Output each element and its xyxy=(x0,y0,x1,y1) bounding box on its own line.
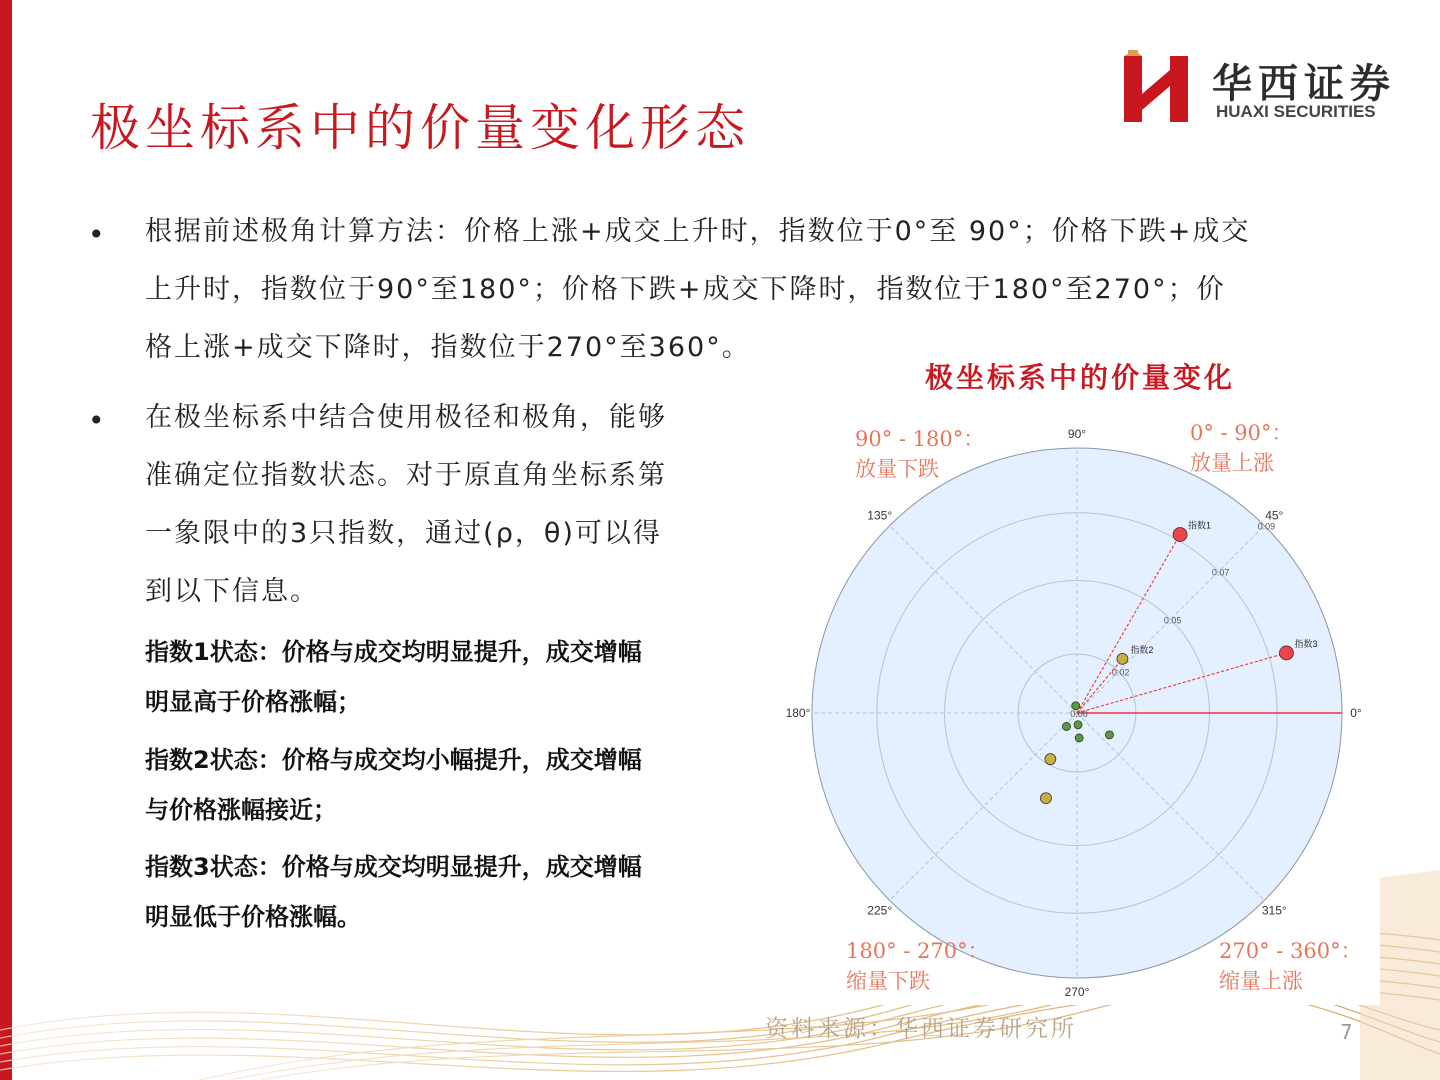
text-line: 上升时，指数位于90°至180°；价格下跌+成交下降时，指数位于180°至270°；价 xyxy=(145,274,1226,305)
angle-tick-label: 180° xyxy=(785,706,811,720)
angle-tick-label: 315° xyxy=(1261,903,1287,918)
index2-state xyxy=(145,735,745,835)
radial-tick-label: 0.09 xyxy=(1257,521,1276,532)
source-note: 资料来源：华西证券研究所 xyxy=(765,1016,1077,1042)
quadrant-label-q1 xyxy=(1190,418,1293,478)
data-point xyxy=(1040,793,1051,804)
data-point xyxy=(1045,754,1056,765)
index-point xyxy=(1117,653,1128,664)
radial-tick-label: 0.07 xyxy=(1211,567,1230,578)
index-point-label: 指数2 xyxy=(1130,644,1154,655)
angle-tick-label: 270° xyxy=(1064,985,1090,999)
index-point-label: 指数1 xyxy=(1188,520,1212,531)
huaxi-logo-mark-icon xyxy=(1122,50,1192,126)
text-line: 一象限中的3只指数，通过(ρ，θ)可以得 xyxy=(145,518,662,549)
quadrant-range: 270° - 360°： xyxy=(1219,939,1362,963)
radial-tick-label: 0.05 xyxy=(1163,615,1182,626)
text-line: 到以下信息。 xyxy=(145,576,319,607)
quadrant-label-q3 xyxy=(846,936,989,996)
index-point-label: 指数3 xyxy=(1294,638,1318,649)
data-point xyxy=(1075,734,1083,742)
text-line: 格上涨+成交下降时，指数位于270°至360°。 xyxy=(145,332,751,363)
text-line: 在极坐标系中结合使用极径和极角，能够 xyxy=(145,402,667,433)
data-point xyxy=(1062,722,1070,730)
text-line: 指数3状态：价格与成交均明显提升，成交增幅 xyxy=(145,853,642,881)
logo-english-name: HUAXI SECURITIES xyxy=(1216,102,1376,121)
huaxi-logo xyxy=(1122,50,1412,130)
bullet-paragraph-2 xyxy=(145,389,667,621)
polar-chart xyxy=(780,410,1380,1005)
logo-chinese-name: 华西证券 xyxy=(1212,61,1396,107)
quadrant-desc: 缩量上涨 xyxy=(1219,969,1303,993)
angle-tick-label: 225° xyxy=(867,903,893,918)
bullet-marker-2: • xyxy=(88,404,105,437)
text-line: 与价格涨幅接近； xyxy=(145,796,337,824)
chart-title: 极坐标系中的价量变化 xyxy=(924,361,1235,394)
radial-tick-label: 0.02 xyxy=(1111,667,1130,678)
bullet-marker-1: • xyxy=(88,218,105,251)
quadrant-desc: 放量上涨 xyxy=(1190,451,1274,475)
quadrant-range: 90° - 180°： xyxy=(855,427,985,451)
text-line: 准确定位指数状态。对于原直角坐标系第 xyxy=(145,460,667,491)
index-point xyxy=(1279,646,1293,660)
radial-tick-label: 0.00 xyxy=(1070,709,1088,719)
angle-tick-label: 0° xyxy=(1350,706,1362,720)
angle-tick-label: 45° xyxy=(1265,508,1284,523)
quadrant-range: 180° - 270°： xyxy=(846,939,989,963)
page-title: 极坐标系中的价量变化形态 xyxy=(90,99,750,157)
data-point xyxy=(1105,731,1113,739)
text-line: 指数1状态：价格与成交均明显提升，成交增幅 xyxy=(145,638,642,666)
bullet-paragraph-1 xyxy=(145,203,1250,377)
text-line: 指数2状态：价格与成交均小幅提升，成交增幅 xyxy=(145,746,642,774)
text-line: 根据前述极角计算方法：价格上涨+成交上升时，指数位于0°至 90°；价格下跌+成交 xyxy=(145,216,1251,247)
angle-tick-label: 135° xyxy=(867,508,893,523)
index-point xyxy=(1173,528,1187,542)
data-point xyxy=(1074,721,1082,729)
quadrant-desc: 缩量下跌 xyxy=(846,969,930,993)
quadrant-desc: 放量下跌 xyxy=(855,457,939,481)
text-line: 明显低于价格涨幅。 xyxy=(145,903,361,931)
index1-state xyxy=(145,627,745,727)
quadrant-range: 0° - 90°： xyxy=(1190,421,1293,445)
quadrant-label-q4 xyxy=(1219,936,1362,996)
page-number: 7 xyxy=(1340,1020,1353,1044)
text-line: 明显高于价格涨幅； xyxy=(145,688,361,716)
angle-tick-label: 90° xyxy=(1067,427,1087,441)
quadrant-label-q2 xyxy=(855,424,984,484)
